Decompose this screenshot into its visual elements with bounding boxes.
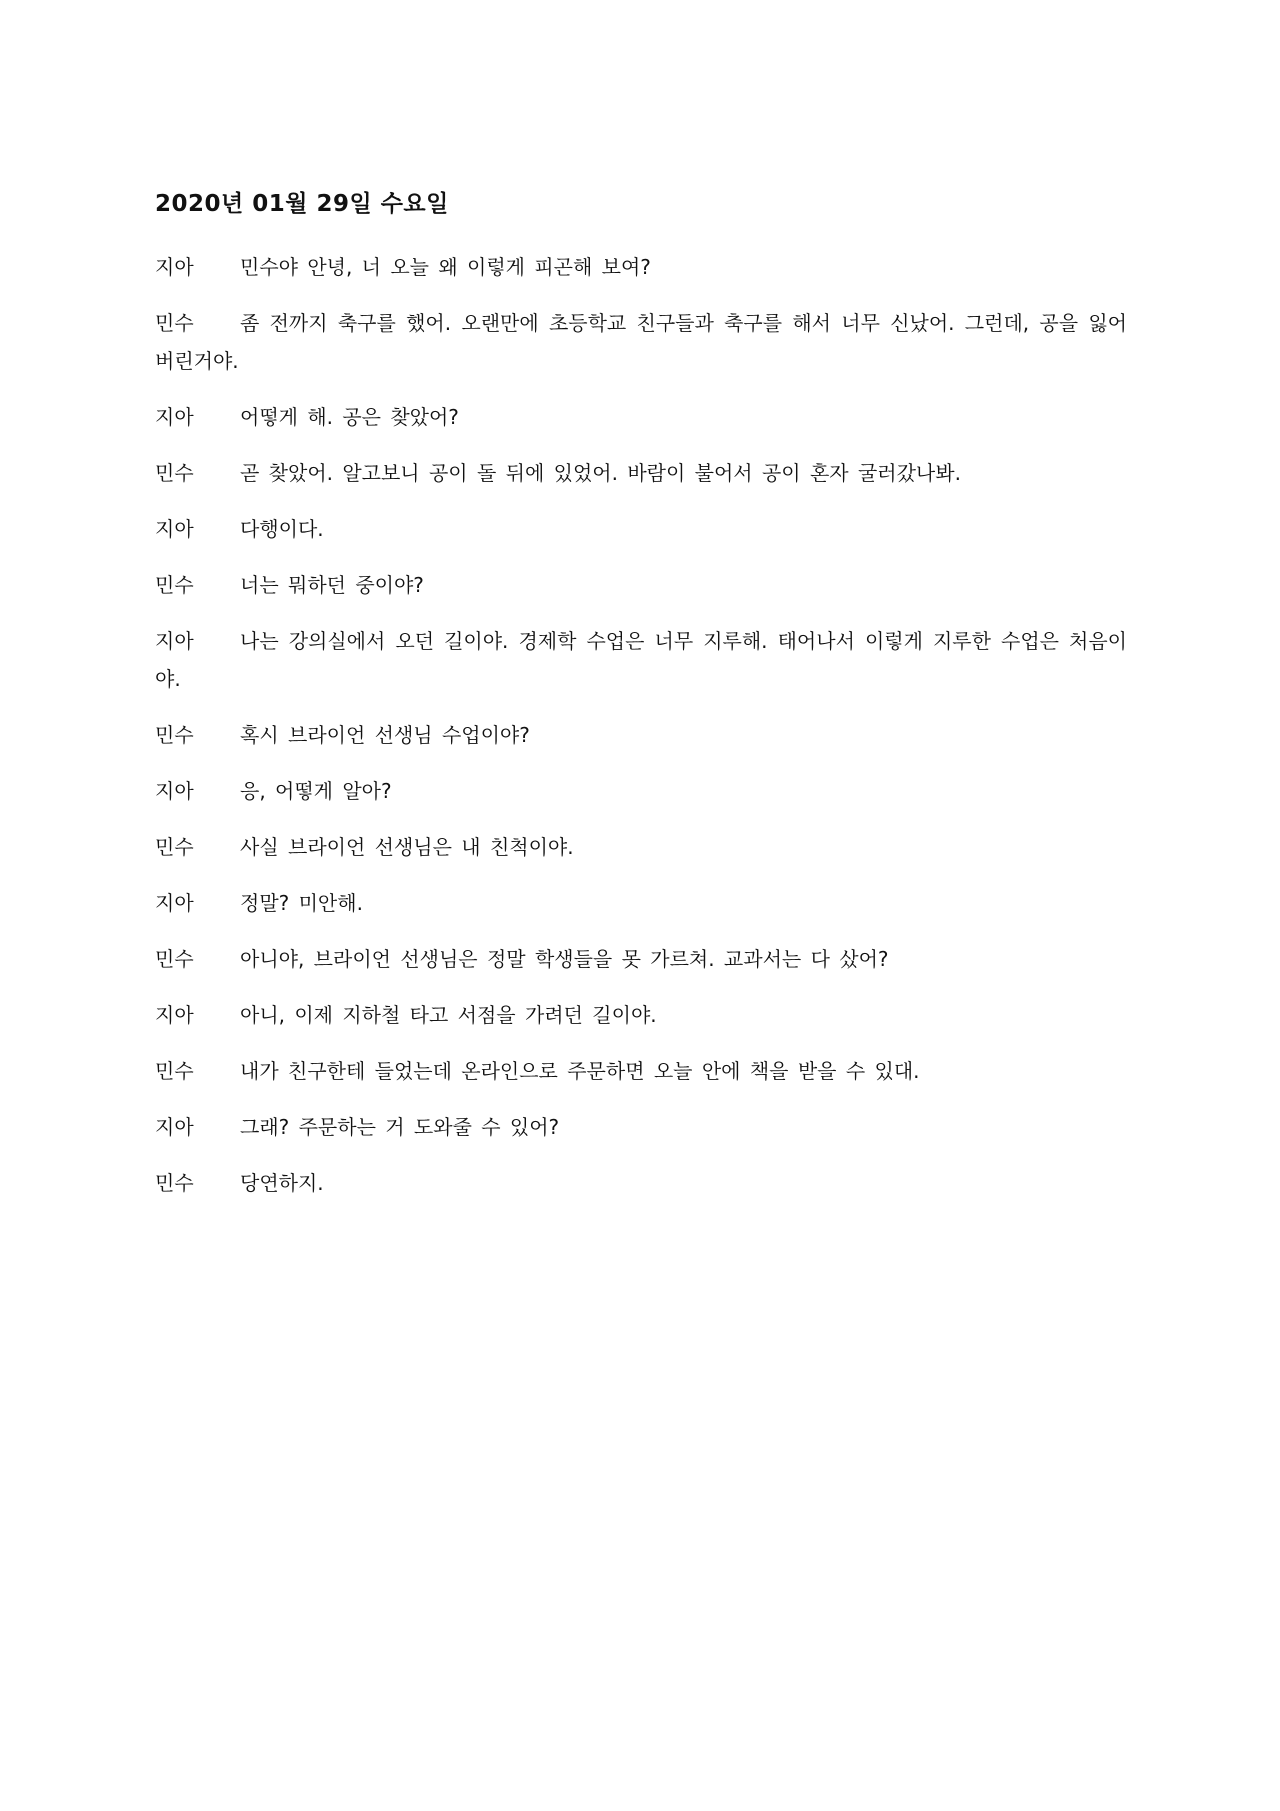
dialogue-text: 나는 강의실에서 오던 길이야. 경제학 수업은 너무 지루해. 태어나서 이렇게 지루한 수업은 처음이야. bbox=[155, 629, 1127, 691]
dialogue-text: 다행이다. bbox=[240, 517, 324, 541]
dialogue-text: 혹시 브라이언 선생님 수업이야? bbox=[240, 723, 530, 747]
dialogue-line bbox=[155, 1164, 1127, 1202]
dialogue-line bbox=[155, 622, 1127, 698]
dialogue-text: 너는 뭐하던 중이야? bbox=[240, 573, 424, 597]
dialogue-line bbox=[155, 1052, 1127, 1090]
dialogue-line bbox=[155, 884, 1127, 922]
dialogue-line bbox=[155, 940, 1127, 978]
dialogue-text: 그래? 주문하는 거 도와줄 수 있어? bbox=[240, 1115, 560, 1139]
speaker-name: 지아 bbox=[155, 255, 194, 279]
dialogue-list bbox=[155, 248, 1127, 1202]
speaker-name: 민수 bbox=[155, 835, 194, 859]
dialogue-line bbox=[155, 996, 1127, 1034]
speaker-name: 민수 bbox=[155, 311, 194, 335]
dialogue-line bbox=[155, 716, 1127, 754]
dialogue-text: 좀 전까지 축구를 했어. 오랜만에 초등학교 친구들과 축구를 해서 너무 신났어. 그런데, 공을 잃어버린거야. bbox=[155, 311, 1127, 373]
dialogue-line bbox=[155, 1108, 1127, 1146]
speaker-name: 지아 bbox=[155, 629, 194, 653]
document-page bbox=[155, 186, 1127, 1220]
dialogue-line bbox=[155, 566, 1127, 604]
dialogue-text: 당연하지. bbox=[240, 1171, 324, 1195]
dialogue-text: 민수야 안녕, 너 오늘 왜 이렇게 피곤해 보여? bbox=[240, 255, 651, 279]
speaker-name: 지아 bbox=[155, 517, 194, 541]
document-date-title: 2020년 01월 29일 수요일 bbox=[155, 191, 449, 217]
dialogue-line bbox=[155, 304, 1127, 380]
speaker-name: 지아 bbox=[155, 1003, 194, 1027]
dialogue-text: 사실 브라이언 선생님은 내 친척이야. bbox=[240, 835, 574, 859]
speaker-name: 민수 bbox=[155, 1059, 194, 1083]
dialogue-text: 응, 어떻게 알아? bbox=[240, 779, 392, 803]
speaker-name: 지아 bbox=[155, 779, 194, 803]
dialogue-text: 정말? 미안해. bbox=[240, 891, 363, 915]
dialogue-text: 아니야, 브라이언 선생님은 정말 학생들을 못 가르쳐. 교과서는 다 샀어? bbox=[240, 947, 889, 971]
dialogue-line bbox=[155, 248, 1127, 286]
speaker-name: 민수 bbox=[155, 1171, 194, 1195]
dialogue-line bbox=[155, 772, 1127, 810]
dialogue-line bbox=[155, 398, 1127, 436]
dialogue-line bbox=[155, 828, 1127, 866]
dialogue-text: 아니, 이제 지하철 타고 서점을 가려던 길이야. bbox=[240, 1003, 657, 1027]
dialogue-text: 내가 친구한테 들었는데 온라인으로 주문하면 오늘 안에 책을 받을 수 있대. bbox=[240, 1059, 920, 1083]
speaker-name: 지아 bbox=[155, 405, 194, 429]
speaker-name: 민수 bbox=[155, 573, 194, 597]
speaker-name: 지아 bbox=[155, 1115, 194, 1139]
dialogue-text: 곧 찾았어. 알고보니 공이 돌 뒤에 있었어. 바람이 불어서 공이 혼자 굴러갔나봐. bbox=[240, 461, 961, 485]
dialogue-line bbox=[155, 510, 1127, 548]
speaker-name: 민수 bbox=[155, 461, 194, 485]
speaker-name: 민수 bbox=[155, 947, 194, 971]
dialogue-text: 어떻게 해. 공은 찾았어? bbox=[240, 405, 459, 429]
speaker-name: 지아 bbox=[155, 891, 194, 915]
speaker-name: 민수 bbox=[155, 723, 194, 747]
dialogue-line bbox=[155, 454, 1127, 492]
